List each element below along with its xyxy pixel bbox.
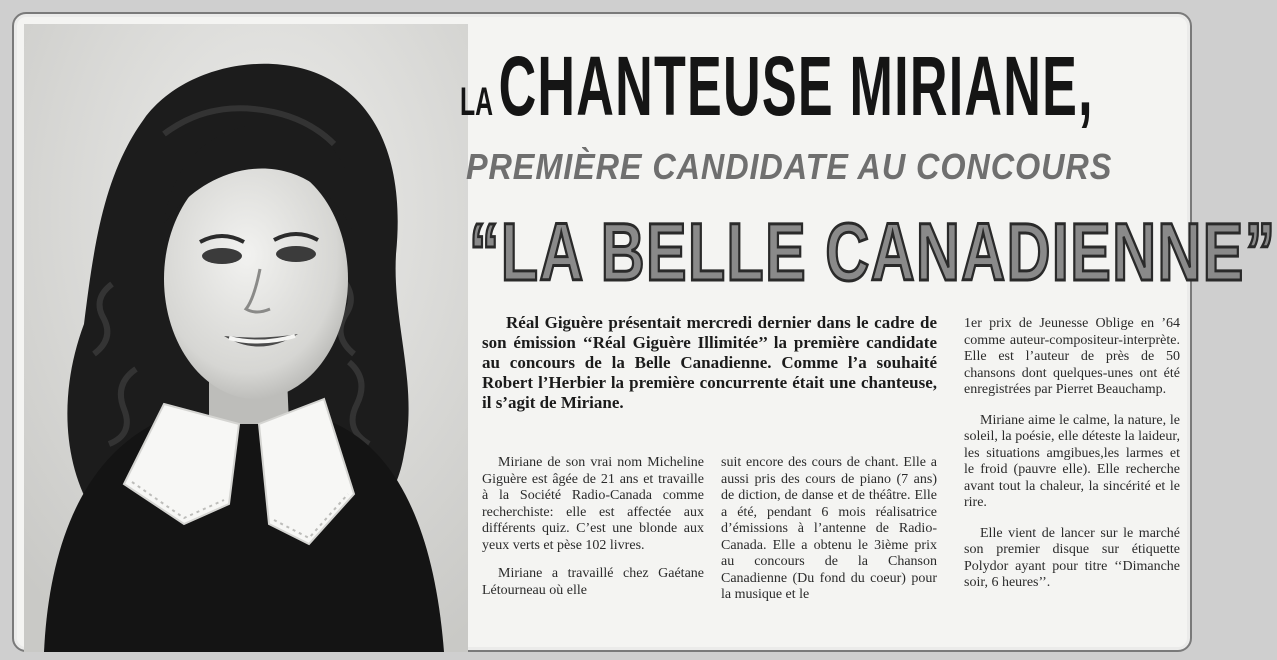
newspaper-clipping — [12, 12, 1277, 652]
article-column-3 — [964, 316, 1180, 592]
headline-line-1 — [460, 39, 1094, 133]
portrait-illustration — [24, 24, 468, 652]
lead-paragraph: Réal Giguère présentait mercredi dernier dans le cadre de son émission ‘‘Réal Giguère Illimitée’’ la première candidate au concours de la Belle Canadienne. Comme l’a souhaité Robert l’Herbier la première concurrente était une chanteuse, il s’agit de Miriane. — [482, 313, 937, 412]
article-column-2 — [721, 455, 937, 604]
column-1-paragraph-2: Miriane a travaillé chez Gaétane Létourneau où elle — [482, 566, 704, 598]
headline-line-2: PREMIÈRE CANDIDATE AU CONCOURS — [466, 146, 1113, 187]
headline-prefix: LA — [460, 80, 494, 124]
article-column-1 — [482, 455, 704, 599]
column-1-paragraph-1: Miriane de son vrai nom Micheline Giguère est âgée de 21 ans et travaille à la Société Radio-Canada comme recherchiste: elle est affectée aux différents quiz. C’est une blonde aux yeux verts et pèse 102 livres. — [482, 455, 704, 553]
column-3-paragraph-3: Elle vient de lancer sur le marché son premier disque sur étiquette Polydor ayant pour titre ‘‘Dimanche soir, 6 heures’’. — [964, 525, 1180, 590]
portrait-photo — [24, 24, 468, 652]
column-2-paragraph-1: suit encore des cours de chant. Elle a aussi pris des cours de piano (7 ans) de diction, de danse et de théâtre. Elle a été, pendant 6 mois réalisatrice d’émissions à l’antenne de Radio-Canada. Elle a obtenu le 3ième prix au concours de la Chanson Canadienne (Du fond du coeur) pour la musique et le — [721, 455, 937, 602]
column-3-paragraph-1: 1er prix de Jeunesse Oblige en ’64 comme auteur-compositeur-interprète. Elle est l’auteur de près de 50 chansons dont quelques-unes ont été enregistrées par Pierret Beauchamp. — [964, 316, 1180, 397]
headline-main: CHANTEUSE MIRIANE, — [498, 39, 1094, 133]
column-3-paragraph-2: Miriane aime le calme, la nature, le soleil, la poésie, elle déteste la laideur, les situations amgibues,les larmes et le froid (pauvre elle). Elle recherche avant tout la chaleur, la sincérité et le rire. — [964, 412, 1180, 510]
headline-line-3: “LA BELLE CANADIENNE” — [469, 207, 1277, 298]
